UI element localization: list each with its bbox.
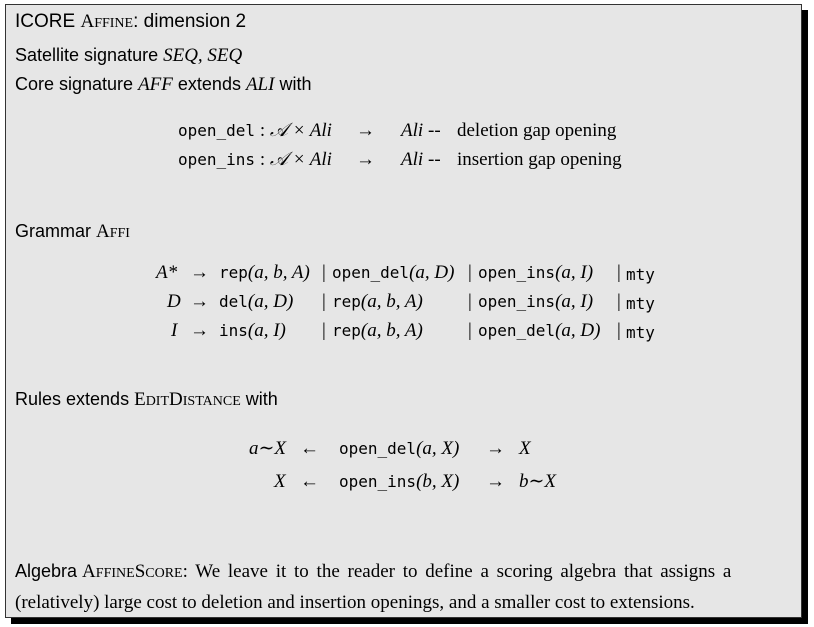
grammar-rule-arrow: → bbox=[190, 262, 209, 283]
grammar-rule-row: A* → rep(a, b, A) | open_del(a, D) | open_ins(a, I) | mty bbox=[6, 261, 796, 285]
grammar-alt4: mty bbox=[626, 294, 655, 313]
satellite-label: Satellite signature bbox=[15, 45, 164, 65]
signature-op-range: Ali bbox=[401, 149, 424, 170]
rewrite-rule-arrow: ← bbox=[300, 471, 319, 492]
grammar-rule-lhs: D bbox=[167, 291, 181, 312]
grammar-alt3-fn: open_del bbox=[478, 321, 556, 340]
signature-op-row bbox=[6, 119, 796, 143]
core-with: with bbox=[274, 74, 312, 94]
algebra-line-1 bbox=[15, 557, 793, 588]
rewrite-rule-rhs: X bbox=[519, 438, 531, 459]
grammar-rule-lhs: I bbox=[171, 320, 178, 341]
signature-op-arrow: → bbox=[356, 120, 375, 141]
satellite-signature-line bbox=[15, 44, 242, 67]
core-signature-line bbox=[15, 73, 311, 96]
core-base: ALI bbox=[245, 74, 275, 95]
algebra-name-cap2: S bbox=[134, 561, 146, 582]
algebra-label: Algebra bbox=[15, 561, 83, 581]
rules-label: Rules extends bbox=[15, 389, 135, 409]
signature-op-name: open_del bbox=[178, 121, 256, 140]
rewrite-rule-lhs: a∼X bbox=[249, 438, 287, 459]
algebra-name-rest2: CORE bbox=[145, 566, 183, 581]
grammar-rule-row: D → del(a, D) | rep(a, b, A) | open_ins(a, I) | mty bbox=[6, 290, 796, 314]
grammar-alt2-fn: open_del bbox=[332, 263, 410, 282]
header-title bbox=[15, 11, 246, 35]
grammar-alt1-args: (a, D) bbox=[247, 291, 294, 312]
signature-op-domain: 𝒜 × Ali bbox=[269, 120, 332, 141]
grammar-alt4: mty bbox=[626, 265, 655, 284]
grammar-alt3-fn: open_ins bbox=[478, 263, 556, 282]
header-name-rest: FFINE bbox=[94, 16, 134, 31]
grammar-alt2-args: (a, b, A) bbox=[360, 320, 423, 341]
rewrite-rule-row bbox=[6, 470, 796, 494]
rewrite-rule-lhs: X bbox=[274, 471, 286, 492]
signature-op-colon: : bbox=[255, 149, 270, 170]
grammar-name-rest: FFI bbox=[109, 226, 130, 241]
algebra-definition-box bbox=[5, 4, 802, 618]
rules-with: with bbox=[240, 389, 278, 409]
grammar-rule-lhs: A* bbox=[156, 262, 178, 283]
core-name: AFF bbox=[138, 74, 173, 95]
rewrite-rule-arrow: ← bbox=[300, 438, 319, 459]
header-prefix: ICORE bbox=[15, 11, 81, 32]
grammar-alt1-fn: del bbox=[219, 292, 248, 311]
grammar-alt3-fn: open_ins bbox=[478, 292, 556, 311]
rewrite-rule-rhs: b∼X bbox=[519, 471, 557, 492]
grammar-name-cap: A bbox=[96, 221, 110, 242]
header-suffix: : dimension 2 bbox=[133, 11, 247, 32]
rewrite-rule-to-arrow: → bbox=[486, 471, 505, 492]
signature-op-comment: insertion gap opening bbox=[457, 149, 622, 170]
grammar-alt2-args: (a, b, A) bbox=[360, 291, 423, 312]
grammar-alt2-args: (a, D) bbox=[409, 262, 455, 283]
grammar-rule-row: I → ins(a, I) | rep(a, b, A) | open_del(a, D) | mty bbox=[6, 319, 796, 343]
grammar-alt4: mty bbox=[626, 323, 655, 342]
signature-op-range: Ali bbox=[401, 120, 424, 141]
grammar-alt2-fn: rep bbox=[332, 292, 361, 311]
signature-op-name: open_ins bbox=[178, 150, 256, 169]
algebra-line1-text: : We leave it to the reader to define a scoring algebra that assigns a bbox=[182, 561, 732, 582]
header-name-cap: A bbox=[80, 11, 95, 32]
signature-op-colon: : bbox=[255, 120, 270, 141]
rewrite-rule-row bbox=[6, 437, 796, 461]
grammar-alt2-fn: rep bbox=[332, 321, 361, 340]
signature-op-arrow: → bbox=[356, 149, 375, 170]
grammar-alt1-fn: ins bbox=[219, 321, 248, 340]
algebra-name-cap1: A bbox=[82, 561, 96, 582]
rules-name-rest1: DIT bbox=[145, 394, 170, 409]
rewrite-rule-fn: open_ins bbox=[339, 472, 417, 491]
grammar-alt3-args: (a, I) bbox=[555, 262, 594, 283]
algebra-paragraph bbox=[15, 557, 793, 617]
algebra-name-rest1: FFINE bbox=[95, 566, 135, 581]
algebra-line-2: (relatively) large cost to deletion and insertion openings, and a smaller cost to extensions. bbox=[15, 592, 695, 613]
grammar-alt3-args: (a, D) bbox=[555, 320, 601, 341]
rules-heading bbox=[15, 388, 278, 413]
signature-op-comment: deletion gap opening bbox=[457, 120, 617, 141]
grammar-label: Grammar bbox=[15, 221, 96, 241]
grammar-rule-arrow: → bbox=[190, 320, 209, 341]
signature-op-dashes: -- bbox=[428, 120, 441, 141]
rewrite-rule-fn: open_del bbox=[339, 439, 417, 458]
grammar-alt1-fn: rep bbox=[219, 263, 248, 282]
grammar-heading bbox=[15, 220, 130, 245]
rewrite-rule-to-arrow: → bbox=[486, 438, 505, 459]
rules-name-rest2: ISTANCE bbox=[182, 394, 241, 409]
rewrite-rule-args: (a, X) bbox=[416, 438, 460, 459]
rules-name-cap2: D bbox=[169, 389, 183, 410]
grammar-alt3-args: (a, I) bbox=[555, 291, 594, 312]
satellite-value: SEQ, SEQ bbox=[163, 45, 243, 66]
core-label: Core signature bbox=[15, 74, 139, 94]
core-extends: extends bbox=[172, 74, 246, 94]
signature-op-row bbox=[6, 148, 796, 172]
signature-op-domain: 𝒜 × Ali bbox=[269, 149, 332, 170]
rules-name-cap1: E bbox=[134, 389, 146, 410]
rewrite-rule-args: (b, X) bbox=[416, 471, 460, 492]
signature-op-dashes: -- bbox=[428, 149, 441, 170]
grammar-rule-arrow: → bbox=[190, 291, 209, 312]
grammar-alt1-args: (a, I) bbox=[247, 320, 286, 341]
grammar-alt1-args: (a, b, A) bbox=[247, 262, 310, 283]
